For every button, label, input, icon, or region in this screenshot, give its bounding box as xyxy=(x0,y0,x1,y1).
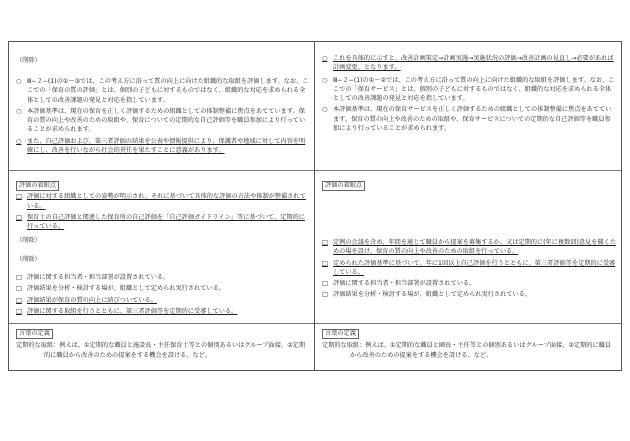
points-section xyxy=(16,181,309,232)
point-item: □ 評価に関する担当者・担当部署が設置されている。 xyxy=(16,274,170,281)
circle-bullet-icon: ○ xyxy=(322,76,328,84)
left-column xyxy=(9,42,315,370)
right-column xyxy=(315,42,621,370)
point-item: □ 評価に関する担当者・担当部署が設置されている。 xyxy=(322,280,476,288)
term-definition: 定期的な取組：例えば、①定期的な職員と園長・主任等との個別あるいはグループ面接、②定期的に職員から改善のための提案をする機会を設ける、など。 xyxy=(322,342,612,359)
terms-heading: 言葉の定義 xyxy=(322,329,359,339)
explanation-item: ○ また、自己評価および、第三者評価の結果を公表や情報提供により、保護者や地域に対して内容を明確にし、改善を行いながら社会的責任を果たすことに意義があります。 xyxy=(16,137,306,155)
circle-bullet-icon: ○ xyxy=(16,107,22,115)
checkbox-icon: □ xyxy=(16,213,22,221)
point-item: □ 定例の会議を含め、年間を通じて職員から提案を募集するか、又は定期的に(年に複数回)意見を聞くための場を設け、保育の質の向上や改善のための取組を行っている。 xyxy=(322,239,617,256)
point-item: □ 評価に関する取組を行うとともに、第三者評価等を定期的に受審している。 xyxy=(16,307,238,315)
checkbox-icon: □ xyxy=(16,285,22,293)
checkbox-icon: □ xyxy=(322,259,328,267)
explanation-item: ○ これを具体的に示すと、改善計画策定→計画実施→実施状況の評価→改善計画の見直し→必要があれば計画変更、となります。 xyxy=(322,55,614,72)
circle-bullet-icon: ○ xyxy=(16,137,22,145)
terms-section xyxy=(16,329,309,360)
point-item: □ 定められた評価基準に基づいて、年に1回以上自己評価を行うとともに、第三者評価等を定期的に受審している。 xyxy=(322,259,616,276)
point-item: □ 評価結果を分析・検討する場が、組織として定められ実行されている。 xyxy=(16,285,225,293)
points-section xyxy=(322,181,616,191)
points-list xyxy=(322,238,616,300)
point-item: □ 評価に対する組織としての姿勢が明示され、それに基づいて具体的な評価の方法や体制が整備されている。 xyxy=(16,193,306,210)
explanation-list xyxy=(322,54,616,133)
deleted-note: （削除） xyxy=(16,237,41,244)
checkbox-icon: □ xyxy=(16,274,22,281)
explanation-item: ○ 本評価基準は、現在の保育サービスを正しく評価するための組織としての体制整備に焦点をあてています。保育の質の向上や改善のための取組や、保育サービスについての定期的な自己評価等を職員参加により行っていることが求められます。 xyxy=(322,106,612,133)
deleted-note: （削除） xyxy=(16,57,41,64)
explanation-list xyxy=(16,77,309,155)
section-divider xyxy=(315,323,621,324)
explanation-item: ○ Ⅲ−２−(1)の①〜②では、この考え方に沿って質の向上に向けた組織的な取組を評価します。なお、ここでの「保育サービス」とは、個別の子どもに対するものではなく、組織的な対応を求められる全体としての改善課題の発見と対応を指しています。 xyxy=(322,76,615,103)
checkbox-icon: □ xyxy=(16,296,22,304)
terms-heading: 言葉の定義 xyxy=(16,329,53,339)
section-divider xyxy=(315,170,621,171)
terms-section xyxy=(322,329,616,360)
circle-bullet-icon: ○ xyxy=(322,55,328,62)
explanation-item: ○ Ⅲ−２−(1)の①〜③では、この考え方に沿って質の向上に向けた組織的な取組を評価します。なお、ここでの「保育の質の評価」とは、個別の子どもに対するものではなく、組織的な対応を求められる全体としての改善課題の発見と対応を指しています。 xyxy=(16,78,309,104)
circle-bullet-icon: ○ xyxy=(322,106,328,114)
explanation-item: ○ 本評価基準は、現在の保育を正しく評価するための組織としての体制整備に焦点をあてています。保育の質の向上や改善のための取組や、保育についての定期的な自己評価等を職員参加により行っていることが求められます。 xyxy=(16,107,306,134)
checkbox-icon: □ xyxy=(16,307,22,315)
point-item: □ 保育士の自己評価と関連した保育所の自己評価を「自己評価ガイドライン」等に基づいて、定期的に行っている。 xyxy=(16,213,305,231)
checkbox-icon: □ xyxy=(16,193,22,201)
point-item: □ 評価結果が保育の質の向上に結びついている。 xyxy=(16,296,157,304)
circle-bullet-icon: ○ xyxy=(16,78,22,85)
section-divider xyxy=(9,170,314,171)
comparison-table xyxy=(8,41,622,371)
points-heading: 評価の着眼点 xyxy=(16,181,59,191)
points-list xyxy=(16,273,309,316)
checkbox-icon: □ xyxy=(322,239,328,246)
term-definition: 定期的な取組：例えば、①定期的な職員と施設長・主任保育士等との個別あるいはグループ面接、②定期的に職員から改善のための提案をする機会を設ける、など。 xyxy=(16,342,306,359)
deleted-note: （削除） xyxy=(16,256,41,263)
checkbox-icon: □ xyxy=(322,291,328,299)
section-divider xyxy=(9,323,314,324)
checkbox-icon: □ xyxy=(322,280,328,288)
points-heading: 評価の着眼点 xyxy=(322,181,365,191)
point-item: □ 評価結果を分析・検討する場が、組織として定められ実行されている。 xyxy=(322,291,531,299)
